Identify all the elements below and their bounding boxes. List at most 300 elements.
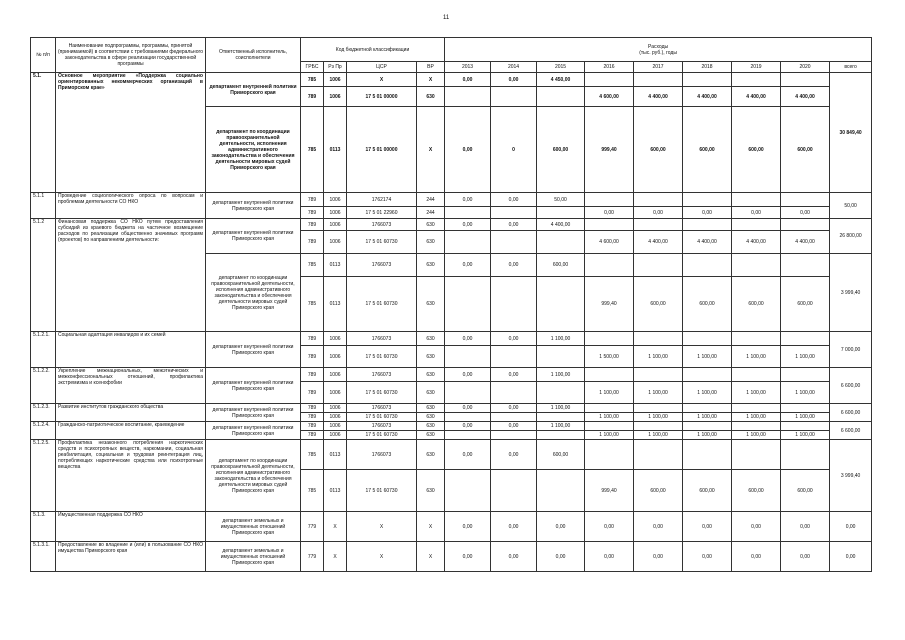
total-cell: 26 800,00 — [830, 219, 872, 254]
amount-cell: 0,00 — [445, 404, 491, 413]
header-year: 2020 — [781, 62, 830, 73]
csr-cell: 17 5 01 00000 — [347, 107, 417, 193]
grbs-cell: 779 — [301, 542, 324, 572]
executor-cell: департамент внутренней политики Приморского края — [206, 404, 301, 422]
amount-cell: 0,00 — [445, 422, 491, 431]
amount-cell — [445, 346, 491, 368]
amount-cell — [634, 440, 683, 470]
vr-cell: X — [417, 512, 445, 542]
amount-cell: 600,00 — [732, 107, 781, 193]
amount-cell — [585, 332, 634, 346]
amount-cell: 0,00 — [491, 404, 537, 413]
grbs-cell: 785 — [301, 107, 324, 193]
amount-cell: 0,00 — [491, 73, 537, 87]
amount-cell — [537, 431, 585, 440]
grbs-cell: 789 — [301, 219, 324, 231]
amount-cell: 4 450,00 — [537, 73, 585, 87]
grbs-cell: 789 — [301, 382, 324, 404]
amount-cell — [781, 332, 830, 346]
row-name: Развитие институтов гражданского общества — [56, 404, 206, 422]
table-body — [31, 73, 872, 572]
total-cell: 6 600,00 — [830, 422, 872, 440]
vr-cell: 630 — [417, 346, 445, 368]
csr-cell: 17 5 01 60730 — [347, 470, 417, 512]
amount-cell: 1 100,00 — [732, 413, 781, 422]
amount-cell: 0,00 — [445, 542, 491, 572]
amount-cell: 600,00 — [781, 470, 830, 512]
amount-cell — [781, 219, 830, 231]
amount-cell: 600,00 — [683, 107, 732, 193]
csr-cell: 17 5 01 60730 — [347, 231, 417, 254]
amount-cell — [732, 193, 781, 207]
vr-cell: 630 — [417, 368, 445, 382]
table-row — [31, 542, 872, 572]
rzpr-cell: 1006 — [324, 346, 347, 368]
amount-cell: 4 400,00 — [781, 231, 830, 254]
vr-cell: 630 — [417, 231, 445, 254]
rzpr-cell: 0113 — [324, 470, 347, 512]
row-name: Предоставление во владение и (или) в пользование СО НКО имущества Приморского края — [56, 542, 206, 572]
csr-cell: 17 5 01 60730 — [347, 277, 417, 332]
rzpr-cell: X — [324, 512, 347, 542]
amount-cell: 0,00 — [781, 542, 830, 572]
csr-cell: 1766073 — [347, 422, 417, 431]
grbs-cell: 789 — [301, 87, 324, 107]
rzpr-cell: X — [324, 542, 347, 572]
amount-cell: 0,00 — [585, 542, 634, 572]
rzpr-cell: 0113 — [324, 107, 347, 193]
amount-cell — [732, 219, 781, 231]
amount-cell: 1 100,00 — [634, 431, 683, 440]
amount-cell: 4 400,00 — [683, 87, 732, 107]
amount-cell: 1 100,00 — [781, 346, 830, 368]
amount-cell — [585, 422, 634, 431]
csr-cell: 17 5 01 60730 — [347, 382, 417, 404]
amount-cell: 600,00 — [634, 107, 683, 193]
amount-cell — [683, 193, 732, 207]
amount-cell: 0,00 — [585, 512, 634, 542]
amount-cell: 4 400,00 — [732, 231, 781, 254]
amount-cell — [445, 231, 491, 254]
total-cell: 0,00 — [830, 542, 872, 572]
grbs-cell: 785 — [301, 470, 324, 512]
amount-cell — [445, 413, 491, 422]
vr-cell: 630 — [417, 254, 445, 277]
executor-cell: департамент внутренней политики Приморского края — [206, 193, 301, 219]
rzpr-cell: 1006 — [324, 193, 347, 207]
table-row — [31, 219, 872, 231]
amount-cell: 1 100,00 — [683, 413, 732, 422]
table-row — [31, 73, 872, 87]
amount-cell: 0,00 — [491, 440, 537, 470]
vr-cell: X — [417, 73, 445, 87]
row-number: 5.1.2.1. — [31, 332, 56, 368]
amount-cell: 0,00 — [445, 193, 491, 207]
amount-cell — [445, 207, 491, 219]
header-expenses: Расходы (тыс. руб.), годы — [445, 38, 872, 62]
total-cell: 0,00 — [830, 512, 872, 542]
rzpr-cell: 0113 — [324, 277, 347, 332]
row-name: Финансовая поддержка СО НКО путем предоставления субсидий из краевого бюджета на частичное возмещение расходов по реализации общественно значимых программ (проектов) по направлениям деятельности: — [56, 219, 206, 332]
amount-cell: 1 100,00 — [537, 404, 585, 413]
budget-table — [30, 37, 872, 572]
row-number: 5.1.1 — [31, 193, 56, 219]
amount-cell — [491, 413, 537, 422]
vr-cell: 630 — [417, 277, 445, 332]
csr-cell: 1762174 — [347, 193, 417, 207]
executor-cell: департамент внутренней политики Приморского края — [206, 368, 301, 404]
amount-cell: 1 100,00 — [732, 431, 781, 440]
vr-cell: 244 — [417, 193, 445, 207]
row-name: Основное мероприятие «Поддержка социально ориентированных некоммерческих организаций в Приморском крае» — [56, 73, 206, 193]
amount-cell — [683, 73, 732, 87]
amount-cell — [634, 219, 683, 231]
header-total: всего — [830, 62, 872, 73]
amount-cell: 0,00 — [732, 207, 781, 219]
total-cell: 6 600,00 — [830, 368, 872, 404]
total-cell: 3 999,40 — [830, 440, 872, 512]
amount-cell — [732, 440, 781, 470]
csr-cell: 17 5 01 22960 — [347, 207, 417, 219]
csr-cell: 1766073 — [347, 219, 417, 231]
amount-cell: 4 400,00 — [634, 231, 683, 254]
rzpr-cell: 1006 — [324, 368, 347, 382]
amount-cell: 0,00 — [491, 219, 537, 231]
rzpr-cell: 1006 — [324, 382, 347, 404]
header-year: 2014 — [491, 62, 537, 73]
amount-cell: 0,00 — [634, 207, 683, 219]
amount-cell: 0,00 — [634, 512, 683, 542]
amount-cell: 999,40 — [585, 470, 634, 512]
executor-cell: департамент по координации правоохранительной деятельности, исполнения административного законодательства и обеспечения деятельности мировых судей Приморского края — [206, 254, 301, 332]
executor-cell: департамент внутренней политики Приморского края — [206, 73, 301, 107]
amount-cell — [537, 413, 585, 422]
header-grbs: ГРБС — [301, 62, 324, 73]
amount-cell: 4 400,00 — [537, 219, 585, 231]
total-cell: 3 999,40 — [830, 254, 872, 332]
amount-cell: 0,00 — [445, 254, 491, 277]
row-number: 5.1.3. — [31, 512, 56, 542]
amount-cell — [634, 193, 683, 207]
header-year: 2017 — [634, 62, 683, 73]
amount-cell: 1 100,00 — [634, 346, 683, 368]
vr-cell: 630 — [417, 219, 445, 231]
amount-cell: 0,00 — [683, 542, 732, 572]
amount-cell: 600,00 — [732, 277, 781, 332]
amount-cell: 1 100,00 — [585, 382, 634, 404]
row-number: 5.1. — [31, 73, 56, 193]
rzpr-cell: 1006 — [324, 87, 347, 107]
amount-cell: 0,00 — [445, 107, 491, 193]
amount-cell: 1 100,00 — [585, 413, 634, 422]
amount-cell — [781, 73, 830, 87]
amount-cell: 0,00 — [732, 512, 781, 542]
rzpr-cell: 1006 — [324, 404, 347, 413]
grbs-cell: 789 — [301, 193, 324, 207]
amount-cell: 0,00 — [491, 512, 537, 542]
amount-cell — [537, 382, 585, 404]
rzpr-cell: 1006 — [324, 431, 347, 440]
grbs-cell: 789 — [301, 404, 324, 413]
vr-cell: X — [417, 542, 445, 572]
csr-cell: 1766073 — [347, 332, 417, 346]
executor-cell: департамент земельных и имущественных отношений Приморского края — [206, 542, 301, 572]
amount-cell — [491, 277, 537, 332]
grbs-cell: 789 — [301, 413, 324, 422]
amount-cell — [491, 346, 537, 368]
csr-cell: 17 5 01 60730 — [347, 413, 417, 422]
amount-cell: 0,00 — [491, 542, 537, 572]
csr-cell: 1766073 — [347, 440, 417, 470]
amount-cell: 999,40 — [585, 277, 634, 332]
table-row — [31, 332, 872, 346]
amount-cell: 0,00 — [683, 207, 732, 219]
rzpr-cell: 1006 — [324, 231, 347, 254]
amount-cell: 0,00 — [537, 542, 585, 572]
rzpr-cell: 1006 — [324, 207, 347, 219]
rzpr-cell: 1006 — [324, 413, 347, 422]
amount-cell: 1 100,00 — [683, 346, 732, 368]
header-year: 2016 — [585, 62, 634, 73]
row-number: 5.1.2.3. — [31, 404, 56, 422]
header-num: № п/п — [31, 38, 56, 73]
amount-cell: 0,00 — [445, 332, 491, 346]
executor-cell: департамент внутренней политики Приморского края — [206, 219, 301, 254]
amount-cell: 1 100,00 — [537, 332, 585, 346]
row-number: 5.1.2.2. — [31, 368, 56, 404]
amount-cell — [585, 73, 634, 87]
amount-cell: 4 400,00 — [781, 87, 830, 107]
header-csr: ЦСР — [347, 62, 417, 73]
csr-cell: X — [347, 512, 417, 542]
amount-cell: 1 100,00 — [537, 368, 585, 382]
amount-cell — [445, 431, 491, 440]
row-name: Укрепление межнациональных, межэтнических и межконфессиональных отношений, профилактика экстремизма и ксенофобии — [56, 368, 206, 404]
amount-cell: 0,00 — [683, 512, 732, 542]
amount-cell — [683, 440, 732, 470]
amount-cell: 600,00 — [781, 277, 830, 332]
amount-cell: 1 100,00 — [781, 431, 830, 440]
grbs-cell: 779 — [301, 512, 324, 542]
rzpr-cell: 1006 — [324, 332, 347, 346]
amount-cell — [634, 332, 683, 346]
grbs-cell: 789 — [301, 431, 324, 440]
amount-cell — [537, 87, 585, 107]
row-name: Социальная адаптация инвалидов и их семей — [56, 332, 206, 368]
grbs-cell: 789 — [301, 368, 324, 382]
csr-cell: 17 5 01 00000 — [347, 87, 417, 107]
amount-cell: 4 400,00 — [634, 87, 683, 107]
amount-cell: 1 100,00 — [732, 382, 781, 404]
row-number: 5.1.3.1. — [31, 542, 56, 572]
amount-cell — [491, 470, 537, 512]
executor-cell: департамент по координации правоохранительной деятельности, исполнения административного законодательства и обеспечения деятельности мировых судей Приморского края — [206, 440, 301, 512]
executor-cell: департамент по координации правоохранительной деятельности, исполнения административного законодательства и обеспечения деятельности мировых судей Приморского края — [206, 107, 301, 193]
amount-cell: 600,00 — [537, 107, 585, 193]
row-name: Имущественная поддержка СО НКО — [56, 512, 206, 542]
header-vr: ВР — [417, 62, 445, 73]
header-rzpr: Рз Пр — [324, 62, 347, 73]
row-name: Профилактика незаконного потребления наркотических средств и психотропных веществ, наркомании, социальная реабилитация, социальная и трудовая реинтеграция лиц, потребляющих наркотические средства или психотропные вещества — [56, 440, 206, 512]
page-number: 11 — [443, 15, 450, 21]
row-name: Проведение социологического опроса по вопросам и проблемам деятельности СО НКО — [56, 193, 206, 219]
amount-cell — [491, 87, 537, 107]
amount-cell — [585, 368, 634, 382]
csr-cell: 1766073 — [347, 404, 417, 413]
vr-cell: X — [417, 107, 445, 193]
rzpr-cell: 1006 — [324, 73, 347, 87]
grbs-cell: 789 — [301, 207, 324, 219]
row-number: 5.1.2 — [31, 219, 56, 332]
vr-cell: 630 — [417, 404, 445, 413]
amount-cell — [491, 207, 537, 219]
csr-cell: 17 5 01 60730 — [347, 431, 417, 440]
row-number: 5.1.2.4. — [31, 422, 56, 440]
amount-cell — [683, 332, 732, 346]
amount-cell — [683, 368, 732, 382]
amount-cell: 0,00 — [585, 207, 634, 219]
amount-cell — [634, 368, 683, 382]
amount-cell: 600,00 — [683, 277, 732, 332]
amount-cell — [732, 404, 781, 413]
total-cell: 7 000,00 — [830, 332, 872, 368]
amount-cell: 1 100,00 — [634, 382, 683, 404]
total-cell: 6 600,00 — [830, 404, 872, 422]
amount-cell — [585, 254, 634, 277]
executor-cell: департамент внутренней политики Приморского края — [206, 332, 301, 368]
amount-cell: 0,00 — [445, 219, 491, 231]
amount-cell: 0,00 — [491, 254, 537, 277]
amount-cell: 4 600,00 — [585, 231, 634, 254]
executor-cell: департамент внутренней политики Приморского края — [206, 422, 301, 440]
amount-cell: 0,00 — [732, 542, 781, 572]
amount-cell — [634, 422, 683, 431]
amount-cell — [491, 431, 537, 440]
amount-cell: 0,00 — [445, 512, 491, 542]
header-year: 2019 — [732, 62, 781, 73]
vr-cell: 630 — [417, 413, 445, 422]
amount-cell — [683, 404, 732, 413]
row-name: Гражданско-патриотическое воспитание, краеведение — [56, 422, 206, 440]
amount-cell: 4 600,00 — [585, 87, 634, 107]
amount-cell — [683, 422, 732, 431]
amount-cell — [585, 440, 634, 470]
amount-cell: 1 500,00 — [585, 346, 634, 368]
amount-cell — [585, 404, 634, 413]
amount-cell: 1 100,00 — [585, 431, 634, 440]
total-cell: 30 849,40 — [830, 73, 872, 193]
amount-cell: 1 100,00 — [732, 346, 781, 368]
header-year: 2018 — [683, 62, 732, 73]
table-row — [31, 368, 872, 382]
amount-cell: 1 100,00 — [683, 382, 732, 404]
amount-cell: 600,00 — [634, 277, 683, 332]
amount-cell — [634, 404, 683, 413]
vr-cell: 630 — [417, 87, 445, 107]
amount-cell — [445, 277, 491, 332]
amount-cell: 0,00 — [634, 542, 683, 572]
amount-cell — [732, 368, 781, 382]
csr-cell: X — [347, 73, 417, 87]
amount-cell: 600,00 — [537, 440, 585, 470]
vr-cell: 244 — [417, 207, 445, 219]
amount-cell: 0,00 — [491, 193, 537, 207]
amount-cell — [781, 368, 830, 382]
csr-cell: X — [347, 542, 417, 572]
vr-cell: 630 — [417, 440, 445, 470]
table-row — [31, 512, 872, 542]
table-row — [31, 422, 872, 431]
amount-cell — [683, 219, 732, 231]
rzpr-cell: 1006 — [324, 219, 347, 231]
grbs-cell: 789 — [301, 422, 324, 431]
header-executor: Ответственный исполнитель, соисполнители — [206, 38, 301, 73]
amount-cell — [537, 277, 585, 332]
row-number: 5.1.2.5. — [31, 440, 56, 512]
rzpr-cell: 0113 — [324, 440, 347, 470]
amount-cell — [491, 382, 537, 404]
amount-cell: 4 400,00 — [683, 231, 732, 254]
csr-cell: 17 5 01 60730 — [347, 346, 417, 368]
amount-cell — [683, 254, 732, 277]
amount-cell: 1 100,00 — [781, 413, 830, 422]
amount-cell — [445, 87, 491, 107]
amount-cell: 1 100,00 — [683, 431, 732, 440]
amount-cell — [781, 404, 830, 413]
amount-cell — [732, 254, 781, 277]
amount-cell: 600,00 — [537, 254, 585, 277]
vr-cell: 630 — [417, 422, 445, 431]
grbs-cell: 785 — [301, 73, 324, 87]
vr-cell: 630 — [417, 332, 445, 346]
amount-cell — [781, 254, 830, 277]
vr-cell: 630 — [417, 431, 445, 440]
amount-cell: 1 100,00 — [781, 382, 830, 404]
grbs-cell: 789 — [301, 231, 324, 254]
amount-cell — [491, 231, 537, 254]
executor-cell: департамент земельных и имущественных отношений Приморского края — [206, 512, 301, 542]
amount-cell — [781, 422, 830, 431]
amount-cell — [537, 231, 585, 254]
grbs-cell: 785 — [301, 440, 324, 470]
table-row — [31, 404, 872, 413]
amount-cell — [445, 382, 491, 404]
amount-cell — [634, 254, 683, 277]
amount-cell: 0,00 — [445, 440, 491, 470]
vr-cell: 630 — [417, 470, 445, 512]
total-cell: 50,00 — [830, 193, 872, 219]
csr-cell: 1766073 — [347, 254, 417, 277]
amount-cell — [634, 73, 683, 87]
csr-cell: 1766073 — [347, 368, 417, 382]
amount-cell: 600,00 — [683, 470, 732, 512]
amount-cell: 0,00 — [781, 512, 830, 542]
amount-cell: 0,00 — [537, 512, 585, 542]
grbs-cell: 789 — [301, 346, 324, 368]
amount-cell — [445, 470, 491, 512]
amount-cell — [537, 346, 585, 368]
amount-cell: 600,00 — [781, 107, 830, 193]
grbs-cell: 785 — [301, 254, 324, 277]
amount-cell — [732, 73, 781, 87]
rzpr-cell: 0113 — [324, 254, 347, 277]
amount-cell: 0,00 — [445, 73, 491, 87]
amount-cell: 50,00 — [537, 193, 585, 207]
table-row — [31, 193, 872, 207]
amount-cell — [732, 332, 781, 346]
amount-cell: 1 100,00 — [634, 413, 683, 422]
amount-cell — [781, 440, 830, 470]
